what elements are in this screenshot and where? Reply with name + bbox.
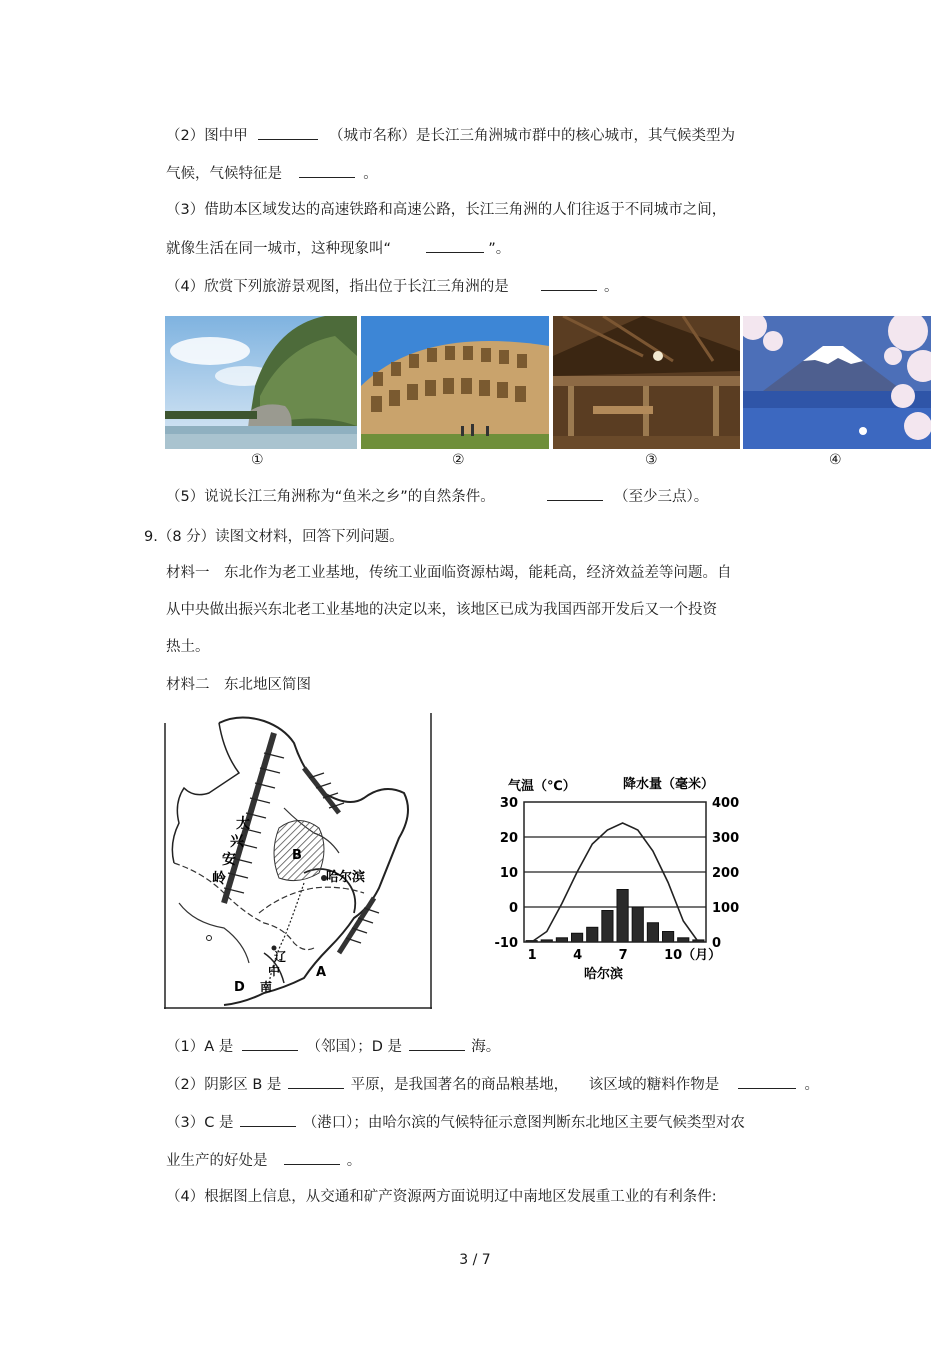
question-title: 9.（8 分）读图文材料，回答下列问题。 (144, 529, 404, 545)
text: （3）借助本区域发达的高速铁路和高速公路，长江三角洲的人们往返于不同城市之间， (166, 202, 727, 218)
y-left-tick-label: 10 (499, 866, 518, 881)
text: 海。 (471, 1039, 501, 1055)
photo-mount-fuji (743, 316, 931, 449)
photo-colosseum (361, 316, 549, 449)
x-tick-label: 4 (573, 948, 583, 963)
precipitation-bar (647, 923, 658, 942)
photo-caption-2: ② (452, 452, 465, 468)
y-left-tick-label: 30 (499, 796, 518, 811)
q9-material2 (166, 675, 311, 695)
text: （4）根据图上信息，从交通和矿产资源两方面说明辽中南地区发展重工业的有利条件: (166, 1189, 717, 1205)
text: 就像生活在同一城市，这种现象叫“ (166, 241, 392, 257)
x-tick-label: 1 (527, 948, 537, 963)
answer-blank[interactable] (288, 1074, 344, 1089)
text: （城市名称）是长江三角洲城市群中的核心城市，其气候类型为 (328, 128, 735, 144)
q9-p2 (166, 1074, 819, 1095)
text: ”。 (488, 241, 511, 257)
y-left-tick-label: -10 (494, 936, 518, 951)
map-label-daxing-2: 兴 (230, 834, 244, 850)
photo-caption-3: ③ (645, 452, 658, 468)
map-label-b: B (292, 848, 302, 863)
text: （5）说说长江三角洲称为“鱼米之乡”的自然条件。 (166, 489, 495, 505)
text: 从中央做出振兴东北老工业基地的决定以来，该地区已成为我国西部开发后又一个投资 (166, 602, 717, 618)
map-label-daxing-3: 安 (222, 852, 236, 868)
photo-caption-4: ④ (829, 452, 842, 468)
precipitation-bar (632, 907, 643, 942)
text: 平原，是我国著名的商品粮基地， (350, 1077, 569, 1093)
photo-wooden-stilt-house (553, 316, 740, 449)
y-right-tick-label: 0 (712, 936, 722, 951)
text: （港口）；由哈尔滨的气候特征示意图判断东北地区主要气候类型对农 (302, 1115, 745, 1131)
text: 。 (363, 166, 378, 182)
photo-caption-1: ① (251, 452, 264, 468)
map-label-liao-3: 南 (260, 980, 273, 994)
q9-p3-line1 (166, 1112, 745, 1133)
answer-blank[interactable] (426, 238, 484, 253)
map-label-daxing-1: 大 (236, 816, 250, 832)
precipitation-bar (617, 890, 628, 943)
text: （2）阴影区 B 是 (166, 1077, 282, 1093)
photo-elephant-trunk-hill (165, 316, 357, 449)
text: 材料一 东北作为老工业基地，传统工业面临资源枯竭，能耗高，经济效益差等问题。自 (166, 565, 732, 581)
answer-blank[interactable] (284, 1150, 340, 1165)
y-right-tick-label: 200 (712, 866, 740, 881)
text: （4）欣赏下列旅游景观图，指出位于长江三角洲的是 (166, 279, 509, 295)
map-label-d: D (234, 980, 245, 995)
map-label-liao-1: 辽 (274, 950, 287, 964)
northeast-china-map (164, 713, 432, 1009)
page-number: 3 / 7 (459, 1252, 491, 1268)
y-right-tick-label: 300 (712, 831, 740, 846)
harbin-climate-chart (488, 770, 750, 985)
answer-blank[interactable] (258, 125, 318, 140)
y-left-tick-label: 20 (499, 831, 518, 846)
answer-blank[interactable] (547, 486, 603, 501)
chart-ylabel-left: 气温（℃） (508, 779, 576, 794)
text: 该区域的糖料作物是 (588, 1077, 720, 1093)
q8-p3-line1 (166, 200, 726, 220)
chart-title: 哈尔滨 (584, 967, 624, 982)
y-left-tick-label: 0 (508, 901, 518, 916)
text: （至少三点）。 (613, 489, 709, 505)
q9-p3-line2 (166, 1150, 361, 1171)
q9-material1-line1 (166, 563, 732, 583)
answer-blank[interactable] (299, 163, 355, 178)
x-tick-label: 7 (618, 948, 628, 963)
precipitation-bar (602, 911, 613, 943)
y-right-tick-label: 400 (712, 796, 740, 811)
text: 气候，气候特征是 (166, 166, 282, 182)
y-right-tick-label: 100 (712, 901, 740, 916)
answer-blank[interactable] (240, 1112, 296, 1127)
precipitation-bar (663, 932, 674, 943)
q8-p2-line1 (166, 125, 735, 146)
q8-p5 (166, 486, 708, 507)
precipitation-bar (587, 927, 598, 942)
q9-p1 (166, 1036, 500, 1057)
climate-chart-svg (488, 770, 750, 985)
text: 业生产的好处是 (166, 1153, 268, 1169)
q8-p3-line2 (166, 238, 510, 259)
text: （2）图中甲 (166, 128, 248, 144)
text: 。 (346, 1153, 362, 1169)
answer-blank[interactable] (738, 1074, 796, 1089)
q9-heading (144, 527, 404, 547)
q9-p4 (166, 1187, 717, 1207)
text: （3）C 是 (166, 1115, 234, 1131)
map-label-daxing-4: 岭 (212, 871, 226, 887)
precipitation-bar (572, 933, 583, 942)
q9-material1-line2 (166, 600, 717, 620)
text: （1）A 是 (166, 1039, 234, 1055)
q8-p4 (166, 276, 618, 297)
temperature-curve (532, 823, 699, 942)
q8-p2-line2 (166, 163, 378, 184)
text: 。 (804, 1077, 819, 1093)
map-label-a: A (316, 965, 327, 980)
answer-blank[interactable] (541, 276, 597, 291)
map-label-liao-2: 中 (268, 964, 281, 978)
text: 。 (603, 279, 619, 295)
q9-material1-line3 (166, 637, 210, 657)
text: 热土。 (166, 639, 210, 655)
text: （邻国）；D 是 (306, 1039, 403, 1055)
text: 材料二 东北地区简图 (166, 677, 311, 693)
x-tick-label: 10（月） (664, 948, 722, 963)
chart-ylabel-right: 降水量（毫米） (623, 777, 715, 792)
answer-blank[interactable] (409, 1036, 465, 1051)
map-label-harbin: 哈尔滨 (326, 870, 366, 885)
answer-blank[interactable] (242, 1036, 298, 1051)
